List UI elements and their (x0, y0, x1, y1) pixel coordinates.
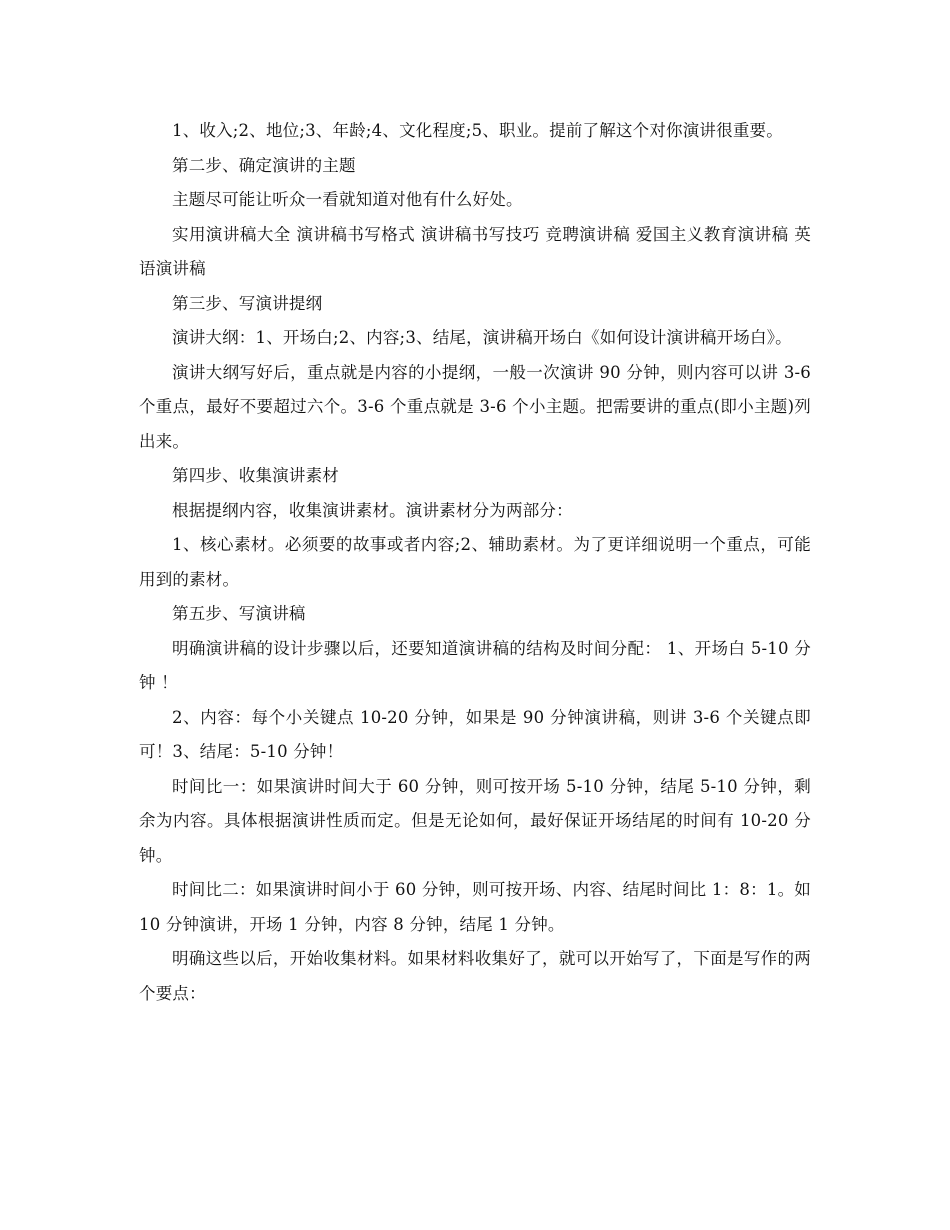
heading-step-four: 第四步、收集演讲素材 (172, 466, 339, 485)
paragraph-material-types: 1、核心素材。必须要的故事或者内容;2、辅助素材。为了更详细说明一个重点，可能用到的素材。 (139, 535, 811, 589)
heading-step-two: 第二步、确定演讲的主题 (172, 155, 356, 175)
paragraph-time-ratio-two: 时间比二：如果演讲时间小于 60 分钟，则可按开场、内容、结尾时间比 1：8：1。如 10 分钟演讲，开场 1 分钟，内容 8 分钟，结尾 1 分钟。 (139, 880, 811, 934)
paragraph-related-links: 实用演讲稿大全 演讲稿书写格式 演讲稿书写技巧 竞聘演讲稿 爱国主义教育演讲稿 英语演讲稿 (139, 224, 811, 278)
paragraph-key-points: 演讲大纲写好后，重点就是内容的小提纲，一般一次演讲 90 分钟，则内容可以讲 3-6 个重点，最好不要超过六个。3-6 个重点就是 3-6 个小主题。把需要讲的重点(即小主题)列出来。 (139, 362, 811, 451)
heading-step-five: 第五步、写演讲稿 (172, 604, 306, 623)
paragraph-theme: 主题尽可能让听众一看就知道对他有什么好处。 (172, 190, 523, 209)
paragraph-material-intro: 根据提纲内容，收集演讲素材。演讲素材分为两部分： (172, 500, 573, 520)
paragraph-content-time: 2、内容：每个小关键点 10-20 分钟，如果是 90 分钟演讲稿，则讲 3-6 个关键点即可！3、结尾：5-10 分钟！ (139, 707, 811, 761)
paragraph-audience-factors: 1、收入;2、地位;3、年龄;4、文化程度;5、职业。提前了解这个对你演讲很重要。 (172, 121, 783, 140)
paragraph-outline: 演讲大纲：1、开场白;2、内容;3、结尾，演讲稿开场白《如何设计演讲稿开场白》。 (172, 328, 792, 347)
paragraph-structure-time: 明确演讲稿的设计步骤以后，还要知道演讲稿的结构及时间分配： 1、开场白 5-10 分钟 ！ (139, 638, 811, 692)
paragraph-time-ratio-one: 时间比一：如果演讲时间大于 60 分钟，则可按开场 5-10 分钟，结尾 5-10 分钟，剩余为内容。具体根据演讲性质而定。但是无论如何，最好保证开场结尾的时间有 10-20 分钟。 (139, 776, 811, 865)
document-page (139, 114, 811, 1011)
heading-step-three: 第三步、写演讲提纲 (172, 293, 323, 313)
paragraph-writing-points: 明确这些以后，开始收集材料。如果材料收集好了，就可以开始写了，下面是写作的两个要点： (139, 949, 811, 1003)
